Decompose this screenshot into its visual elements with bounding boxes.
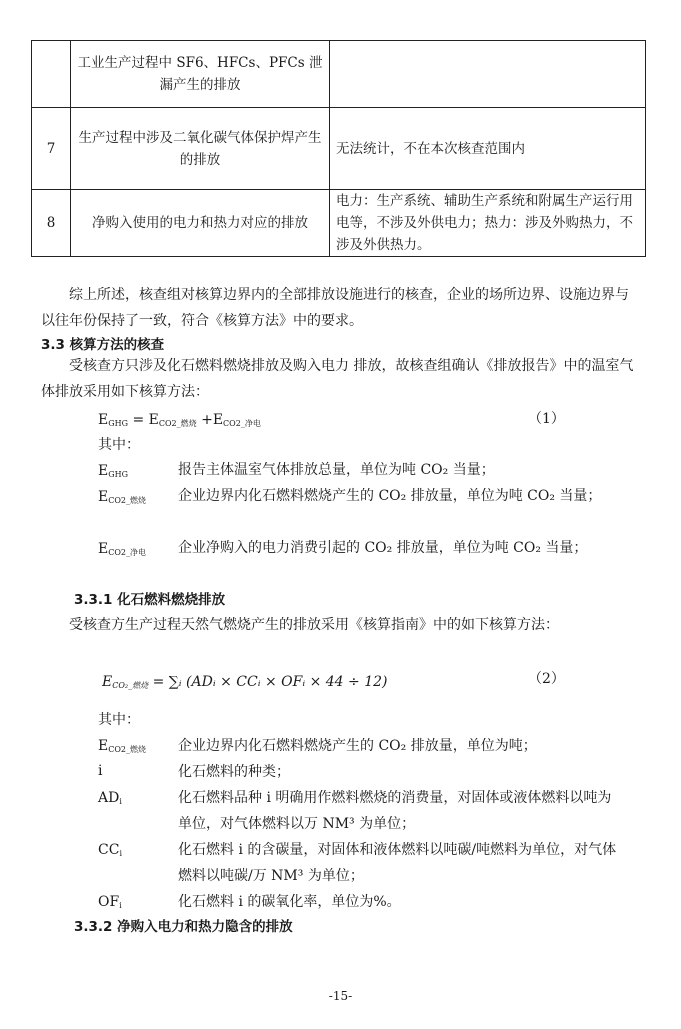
row-number: 8 (32, 190, 71, 257)
page-number: -15- (328, 989, 353, 1003)
verification-note: 无法统计，不在本次核查范围内 (330, 108, 646, 190)
definition-i: 化石燃料的种类； (178, 764, 290, 780)
row-number: 7 (32, 108, 71, 190)
table-row (32, 108, 646, 190)
where-label-2: 其中： (98, 712, 140, 728)
definition-cc-i: 化石燃料 i 的含碳量，对固体和液体燃料以吨碳/吨燃料为单位，对气体燃料以吨碳/万 NM³ 为单位； (178, 842, 617, 884)
where-label: 其中： (98, 437, 140, 453)
verification-table (31, 40, 646, 257)
table-row (32, 41, 646, 108)
section-3-3-1-intro: 受核查方生产过程天然气燃烧产生的排放采用《核算指南》中的如下核算方法： (69, 617, 559, 633)
symbol-ad-i: ADi (98, 790, 122, 806)
definition-e-co2-combustion: 企业边界内化石燃料燃烧产生的 CO₂ 排放量，单位为吨 CO₂ 当量； (178, 488, 602, 504)
formula-1-number: （1） (528, 411, 565, 427)
verification-note: 电力：生产系统、辅助生产系统和附属生产运行用电等，不涉及外供电力；热力：涉及外购热力，不涉及外供热力。 (330, 190, 646, 257)
definition-e-co2-electricity: 企业净购入的电力消费引起的 CO₂ 排放量，单位为吨 CO₂ 当量； (178, 540, 588, 556)
definition-ad-i: 化石燃料品种 i 明确用作燃料燃烧的消费量，对固体或液体燃料以吨为单位，对气体燃料以万 NM³ 为单位； (178, 790, 612, 832)
emission-source: 工业生产过程中 SF6、HFCs、PFCs 泄漏产生的排放 (71, 41, 330, 108)
row-number (32, 41, 71, 108)
emission-source: 净购入使用的电力和热力对应的排放 (71, 190, 330, 257)
emission-source: 生产过程中涉及二氧化碳气体保护焊产生的排放 (71, 108, 330, 190)
definition-e-co2-combustion-2: 企业边界内化石燃料燃烧产生的 CO₂ 排放量，单位为吨； (178, 738, 537, 754)
symbol-cc-i: CCi (98, 842, 122, 858)
section-heading-3-3-1: 3.3.1 化石燃料燃烧排放 (74, 592, 226, 608)
definition-e-ghg: 报告主体温室气体排放总量，单位为吨 CO₂ 当量； (178, 462, 495, 478)
verification-note (330, 41, 646, 108)
symbol-i: i (98, 763, 103, 779)
formula-1: EGHG = ECO2_燃烧 +ECO2_净电 (98, 412, 261, 428)
symbol-e-co2-electricity: ECO2_净电 (98, 541, 147, 557)
symbol-e-co2-combustion-2: ECO2_燃烧 (98, 738, 147, 754)
definition-of-i: 化石燃料 i 的碳氧化率，单位为%。 (178, 894, 401, 910)
formula-2: ECO₂_燃烧 = ∑ᵢ (ADᵢ × CCᵢ × OFᵢ × 44 ÷ 12) (102, 674, 388, 690)
summary-paragraph: 综上所述，核查组对核算边界内的全部排放设施进行的核查，企业的场所边界、设施边界与以往年份保持了一致，符合《核算方法》中的要求。 (41, 287, 629, 329)
formula-2-number: （2） (528, 671, 565, 687)
symbol-e-co2-combustion: ECO2_燃烧 (98, 489, 147, 505)
symbol-of-i: OFi (98, 894, 122, 910)
section-heading-3-3-2: 3.3.2 净购入电力和热力隐含的排放 (74, 919, 293, 935)
symbol-e-ghg: EGHG (98, 463, 128, 479)
section-3-3-intro: 受核查方只涉及化石燃料燃烧排放及购入电力 排放，故核查组确认《排放报告》中的温室气体排放采用如下核算方法： (41, 358, 634, 400)
section-heading-3-3: 3.3 核算方法的核查 (41, 337, 165, 353)
table-row (32, 190, 646, 257)
